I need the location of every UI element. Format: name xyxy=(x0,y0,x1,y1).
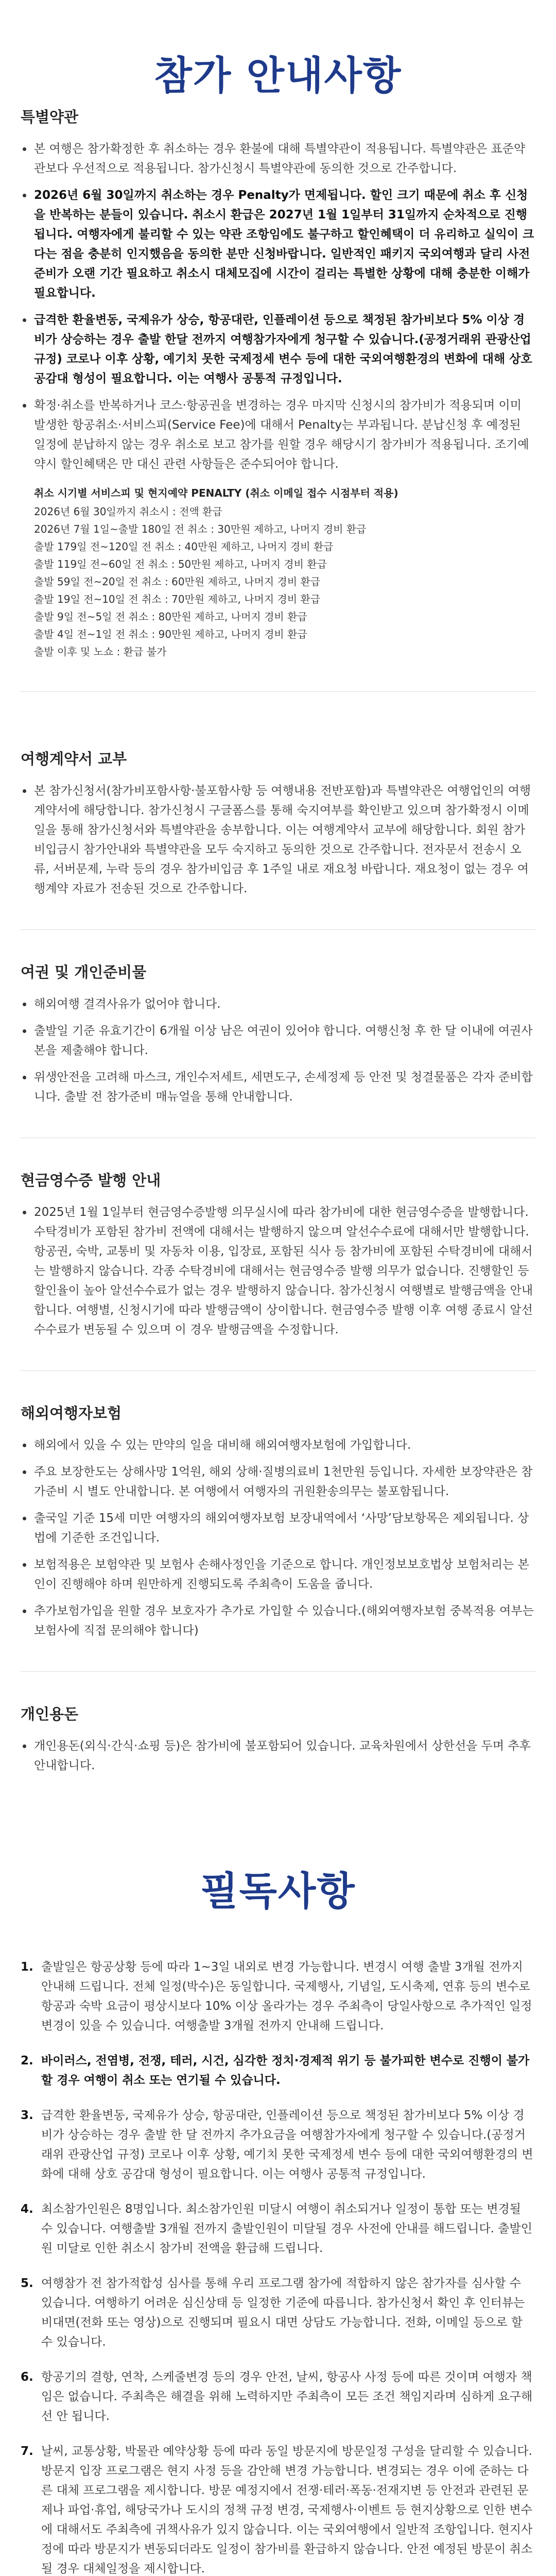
list-item: 2025년 1월 1일부터 현금영수증발행 의무실시에 따라 참가비에 대한 현금영수증을 발행합니다. 수탁경비가 포함된 참가비 전액에 대해서는 발행하지 않으며 알선수수료에 대해서만 발행합니다. 항공권, 숙박, 교통비 및 자동차 이용, 입장료, 포함된 식사 등 참가비에 포함된 수탁경비에 대해서는 발행하지 않습니다. 각종 수탁경비에 대해서는 현금영수증 발행 의무가 없습니다. 진행할인 등 할인율이 높아 알선수수료가 없는 경우 발행하지 않습니다. 참가신청시 여행별로 발행금액을 안내합니다. 여행별, 신청시기에 따라 발행금액이 상이합니다. 현금영수증 발행 이후 여행 종료시 알선수수료가 변동될 수 있으며 이 경우 발행금액을 수정합니다. xyxy=(21,1202,535,1340)
penalty-row: 출발 이후 및 노쇼 : 환급 불가 xyxy=(34,646,167,658)
section-list xyxy=(21,139,535,474)
section-heading: 여행계약서 교부 xyxy=(21,750,127,768)
info-section xyxy=(0,1402,556,1640)
info-section xyxy=(0,1169,556,1340)
section-divider xyxy=(21,1370,535,1371)
penalty-title: 취소 시기별 서비스피 및 현지예약 PENALTY (취소 이메일 접수 시점부터 적용) xyxy=(34,487,398,499)
penalty-row: 출발 4일 전~1일 전 취소 : 90만원 제하고, 나머지 경비 환급 xyxy=(34,628,307,640)
note-item xyxy=(21,2274,535,2352)
info-section xyxy=(0,748,556,899)
note-item xyxy=(21,2442,535,2576)
section-list xyxy=(21,781,535,899)
list-item: 위생안전을 고려해 마스크, 개인수저세트, 세면도구, 손세정제 등 안전 및 청결물품은 각자 준비합니다. 출발 전 참가준비 매뉴얼을 통해 안내합니다. xyxy=(21,1067,535,1107)
note-number: 1. xyxy=(21,1960,33,1974)
section-heading: 여권 및 개인준비물 xyxy=(21,963,147,981)
note-number: 7. xyxy=(21,2445,33,2458)
note-text: 여행참가 전 참가적합성 심사를 통해 우리 프로그램 참가에 적합하지 않은 참가자를 심사할 수 있습니다. 여행하기 어려운 심신상태 등 일정한 기준에 따릅니다. 참가신청서 확인 후 인터뷰는 비대면(전화 또는 영상)으로 진행되며 필요시 대면 상담도 가능합니다. 전화, 이메일 등으로 할 수 있습니다. xyxy=(41,2277,525,2349)
penalty-row: 2026년 6월 30일까지 취소시 : 전액 환급 xyxy=(34,505,222,518)
penalty-table xyxy=(34,484,535,660)
list-item: 2026년 6월 30일까지 취소하는 경우 Penalty가 면제됩니다. 할인 크기 때문에 취소 후 신청을 반복하는 분들이 있습니다. 취소시 환급은 2027년 1월 1일부터 31일까지 순차적으로 진행됩니다. 여행자에게 불리할 수 있는 약관 조항임에도 불구하고 할인혜택이 더 유리하고 실익이 크다는 점을 충분히 인지했음을 동의한 분만 신청바랍니다. 일반적인 패키지 국외여행과 달리 사전 준비가 오랜 기간 필요하고 취소시 대체모집에 시간이 걸리는 특별한 상황에 대해 충분한 이해가 필요합니다. xyxy=(21,185,535,303)
list-item: 추가보험가입을 원할 경우 보호자가 추가로 가입할 수 있습니다.(해외여행자보험 중복적용 여부는 보험사에 직접 문의해야 합니다) xyxy=(21,1601,535,1640)
notes-list xyxy=(0,1957,556,2576)
note-text: 항공기의 결항, 연착, 스케줄변경 등의 경우 안전, 날씨, 항공사 사정 등에 따른 것이며 여행자 책임은 없습니다. 주최측은 해결을 위해 노력하지만 주최측이 모든 조건 책임지라며 심하게 요구해선 안 됩니다. xyxy=(41,2370,533,2423)
section-heading: 현금영수증 발행 안내 xyxy=(21,1172,161,1189)
note-number: 6. xyxy=(21,2370,33,2384)
note-number: 3. xyxy=(21,2109,33,2122)
list-item: 해외여행 결격사유가 없어야 합니다. xyxy=(21,994,535,1014)
notes-title: 필독사항 xyxy=(200,1868,356,1914)
list-item: 확정·취소를 반복하거나 코스·항공권을 변경하는 경우 마지막 신청시의 참가비가 적용되며 이미 발생한 항공취소·서비스피(Service Fee)에 대해서 Penalty는 부과됩니다. 분납신청 후 예정된 일정에 분납하지 않는 경우 취소로 보고 참가를 원할 경우 해당시기 참가비가 적용됩니다. 조기예약시 할인혜택은 만 대신 관련 사항들은 준수되어야 합니다. xyxy=(21,396,535,474)
info-section xyxy=(0,961,556,1107)
penalty-row: 출발 9일 전~5일 전 취소 : 80만원 제하고, 나머지 경비 환급 xyxy=(34,611,307,623)
penalty-row: 출발 19일 전~10일 전 취소 : 70만원 제하고, 나머지 경비 환급 xyxy=(34,593,321,605)
section-heading: 해외여행자보험 xyxy=(21,1404,122,1422)
section-list xyxy=(21,994,535,1107)
note-text: 바이러스, 전염병, 전쟁, 테러, 시건, 심각한 정치·경제적 위기 등 불가피한 변수로 진행이 불가할 경우 여행이 취소 또는 연기될 수 있습니다. xyxy=(41,2054,530,2087)
list-item: 본 여행은 참가확정한 후 취소하는 경우 환불에 대해 특별약관이 적용됩니다. 특별약관은 표준약관보다 우선적으로 적용됩니다. 참가신청시 특별약관에 동의한 것으로 간주합니다. xyxy=(21,139,535,178)
list-item: 개인용돈(외식·간식·쇼핑 등)은 참가비에 불포함되어 있습니다. 교육차원에서 상한선을 두며 추후 안내합니다. xyxy=(21,1736,535,1775)
note-number: 5. xyxy=(21,2277,33,2290)
section-list xyxy=(21,1736,535,1775)
note-number: 4. xyxy=(21,2202,33,2216)
penalty-row: 출발 179일 전~120일 전 취소 : 40만원 제하고, 나머지 경비 환급 xyxy=(34,540,334,553)
section-divider xyxy=(21,691,535,692)
note-text: 최소참가인원은 8명입니다. 최소참가인원 미달시 여행이 취소되거나 일정이 통합 또는 변경될 수 있습니다. 여행출발 3개월 전까지 출발인원이 미달될 경우 사전에 안내를 해드립니다. 출발인원 미달로 인한 취소시 참가비 전액을 환급해 드립니다. xyxy=(41,2202,532,2255)
info-section xyxy=(0,106,556,660)
note-item xyxy=(21,2367,535,2426)
section-divider xyxy=(21,1671,535,1672)
list-item: 주요 보장한도는 상해사망 1억원, 해외 상해·질병의료비 1천만원 등입니다. 자세한 보장약관은 참가준비 시 별도 안내합니다. 본 여행에서 여행자의 귀원환송의무는 불포함됩니다. xyxy=(21,1462,535,1501)
section-list xyxy=(21,1435,535,1640)
section-heading: 특별약관 xyxy=(21,108,79,126)
list-item: 본 참가신청서(참가비포함사항·불포함사항 등 여행내용 전반포함)과 특별약관은 여행업인의 여행계약서에 해당합니다. 참가신청시 구글폼스를 통해 숙지여부를 확인받고 있으며 참가확정시 이메일을 통해 참가신청서와 특별약관을 송부합니다. 이는 여행계약서 교부에 해당합니다. 회원 참가비입금시 참가안내와 특별약관을 모두 숙지하고 동의한 것으로 간주합니다. 전자문서 전송시 오류, 서버문제, 누락 등의 경우 참가비입금 후 1주일 내로 재요청 바랍니다. 재요청이 없는 경우 여행계약 자료가 전송된 것으로 간주합니다. xyxy=(21,781,535,899)
info-sections xyxy=(0,77,556,1775)
list-item: 급격한 환율변동, 국제유가 상승, 항공대란, 인플레이션 등으로 책정된 참가비보다 5% 이상 경비가 상승하는 경우 출발 한달 전까지 여행참가자에게 청구할 수 있습니다.(공정거래위 관광산업 규정) 코로나 이후 상황, 예기치 못한 국제정세 변수 등에 대한 국외여행환경의 변화에 대해 상호 공감대 형성이 필요합니다. 이는 여행사 공통적 규정입니다. xyxy=(21,310,535,388)
note-number: 2. xyxy=(21,2054,33,2067)
section-heading: 개인용돈 xyxy=(21,1705,79,1723)
list-item: 출국일 기준 15세 미만 여행자의 해외여행자보험 보장내역에서 ‘사망’담보항목은 제외됩니다. 상법에 기준한 조건입니다. xyxy=(21,1509,535,1548)
info-title: 참가 안내사항 xyxy=(154,53,402,98)
penalty-row: 출발 119일 전~60일 전 취소 : 50만원 제하고, 나머지 경비 환급 xyxy=(34,558,327,570)
section-list xyxy=(21,1202,535,1340)
spacer xyxy=(0,1783,556,1860)
note-item xyxy=(21,2051,535,2090)
list-item: 해외에서 있을 수 있는 만약의 일을 대비해 해외여행자보험에 가입합니다. xyxy=(21,1435,535,1455)
note-text: 날씨, 교통상황, 박물관 예약상황 등에 따라 동일 방문지에 방문일정 구성을 달리할 수 있습니다. 방문지 입장 프로그램은 현지 사정 등을 감안해 변경 가능합니다. 변경되는 경우 이에 준하는 다른 대체 프로그램을 제시합니다. 방문 예정지에서 전쟁·테러·폭동·전재지변 등 안전과 관련된 문제나 파업·휴업, 해당국가나 도시의 정책 규정 변경, 국제행사·이벤트 등 현지상황으로 인한 변수에 대해서도 주최측에 귀책사유가 있지 않습니다. 이는 국외여행에서 일반적 조항입니다. 현지사정에 따라 방문지가 변동되더라도 일정이 참가비를 환급하지 않습니다. 안전 예정된 방문이 취소될 경우 대체일정을 제시합니다. xyxy=(41,2445,533,2575)
penalty-row: 2026년 7월 1일~출발 180일 전 취소 : 30만원 제하고, 나머지 경비 환급 xyxy=(34,523,367,535)
note-item xyxy=(21,2199,535,2258)
list-item: 출발일 기준 유효기간이 6개월 이상 남은 여권이 있어야 합니다. 여행신청 후 한 달 이내에 여권사본을 제출해야 합니다. xyxy=(21,1021,535,1060)
note-item xyxy=(21,1957,535,2036)
list-item: 보험적용은 보험약관 및 보험사 손해사정인을 기준으로 합니다. 개인정보보호법상 보험처리는 본인이 진행해야 하며 원만하게 진행되도록 주최측이 도움을 줍니다. xyxy=(21,1555,535,1594)
note-text: 급격한 환율변동, 국제유가 상승, 항공대란, 인플레이션 등으로 책정된 참가비보다 5% 이상 경비가 상승하는 경우 출발 한 달 전까지 추가요금을 여행참가자에게 청구할 수 있습니다.(공정거래위 관광산업 규정) 코로나 이후 상황, 예기치 못한 국제정세 변수 등에 대한 국외여행환경의 변화에 대해 상호 공감대 형성이 필요합니다. 이는 여행사 공통적 규정입니다. xyxy=(41,2109,533,2181)
note-text: 출발일은 항공상황 등에 따라 1~3일 내외로 변경 가능합니다. 변경시 여행 출발 3개월 전까지 안내해 드립니다. 전체 일정(박수)은 동일합니다. 국제행사, 기념일, 도시축제, 연휴 등의 변수로 항공과 숙박 요금이 평상시보다 10% 이상 올라가는 경우 주최측이 당일사항으로 추가적인 일정변경이 있을 수 있습니다. 여행출발 3개월 전까지 안내해 드립니다. xyxy=(41,1960,532,2032)
note-item xyxy=(21,2106,535,2184)
penalty-row: 출발 59일 전~20일 전 취소 : 60만원 제하고, 나머지 경비 환급 xyxy=(34,575,321,588)
info-section xyxy=(0,1703,556,1775)
section-divider xyxy=(21,929,535,930)
